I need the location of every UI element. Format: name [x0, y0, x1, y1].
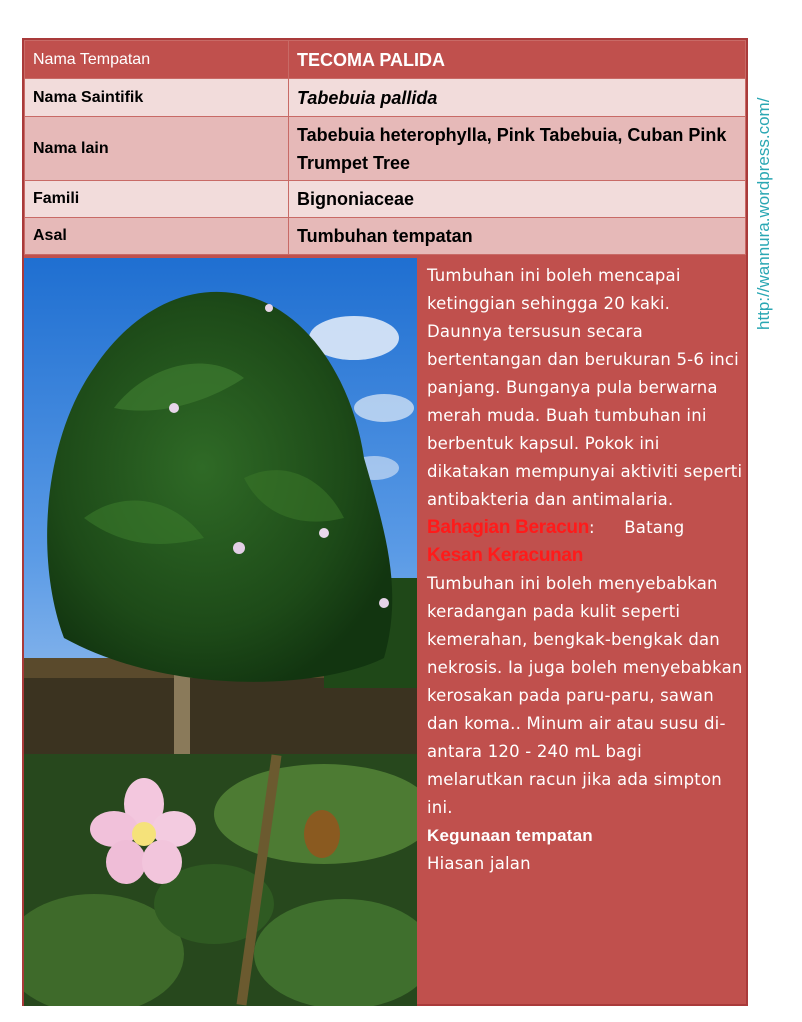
table-row — [25, 41, 746, 79]
family-label: Famili — [25, 181, 289, 218]
scientific-name-value: Tabebuia pallida — [289, 79, 746, 117]
side-url — [752, 40, 774, 340]
other-names-value: Tabebuia heterophylla, Pink Tabebuia, Cuban Pink Trumpet Tree — [289, 117, 746, 181]
origin-value: Tumbuhan tempatan — [289, 218, 746, 255]
local-name-value: TECOMA PALIDA — [289, 41, 746, 79]
other-names-label: Nama lain — [25, 117, 289, 181]
effects-heading: Kesan Keracunan — [427, 545, 584, 566]
family-value: Bignoniaceae — [289, 181, 746, 218]
table-row — [25, 218, 746, 255]
local-name-label: Nama Tempatan — [25, 41, 289, 79]
tree-photo — [24, 258, 417, 754]
side-url-text: http://wannura.wordpress.com/ — [754, 97, 773, 330]
description-intro: Tumbuhan ini boleh mencapai ketinggian sehingga 20 kaki. Daunnya tersusun secara bertentangan dan berukuran 5-6 inci panjang. Bunganya pula berwarna merah muda. Buah tumbuhan ini berbentuk kapsul. Pokok ini dikatakan mempunyai aktiviti seperti antibakteria dan antimalaria. — [427, 266, 743, 509]
uses-text: Hiasan jalan — [427, 854, 531, 873]
effects-text: Tumbuhan ini boleh menyebabkan keradangan pada kulit seperti kemerahan, bengkak-bengkak dan nekrosis. Ia juga boleh menyebabkan kerosakan pada paru-paru, sawan dan koma.. Minum air atau susu di-antara 120 - 240 mL bagi melarutkan racun jika ada simpton ini. — [427, 574, 743, 817]
toxic-part-label: Bahagian Beracun — [427, 517, 590, 538]
toxic-part-value: Batang — [624, 518, 685, 537]
uses-heading: Kegunaan tempatan — [427, 826, 593, 845]
origin-label: Asal — [25, 218, 289, 255]
plant-card — [22, 38, 748, 1006]
table-row — [25, 117, 746, 181]
table-row — [25, 181, 746, 218]
plant-info-table — [24, 40, 746, 255]
scientific-name-label: Nama Saintifik — [25, 79, 289, 117]
toxic-part-row: Bahagian Beracun: Batang — [427, 517, 685, 538]
flower-photo — [24, 754, 417, 1006]
description-panel — [427, 262, 743, 878]
table-row — [25, 79, 746, 117]
